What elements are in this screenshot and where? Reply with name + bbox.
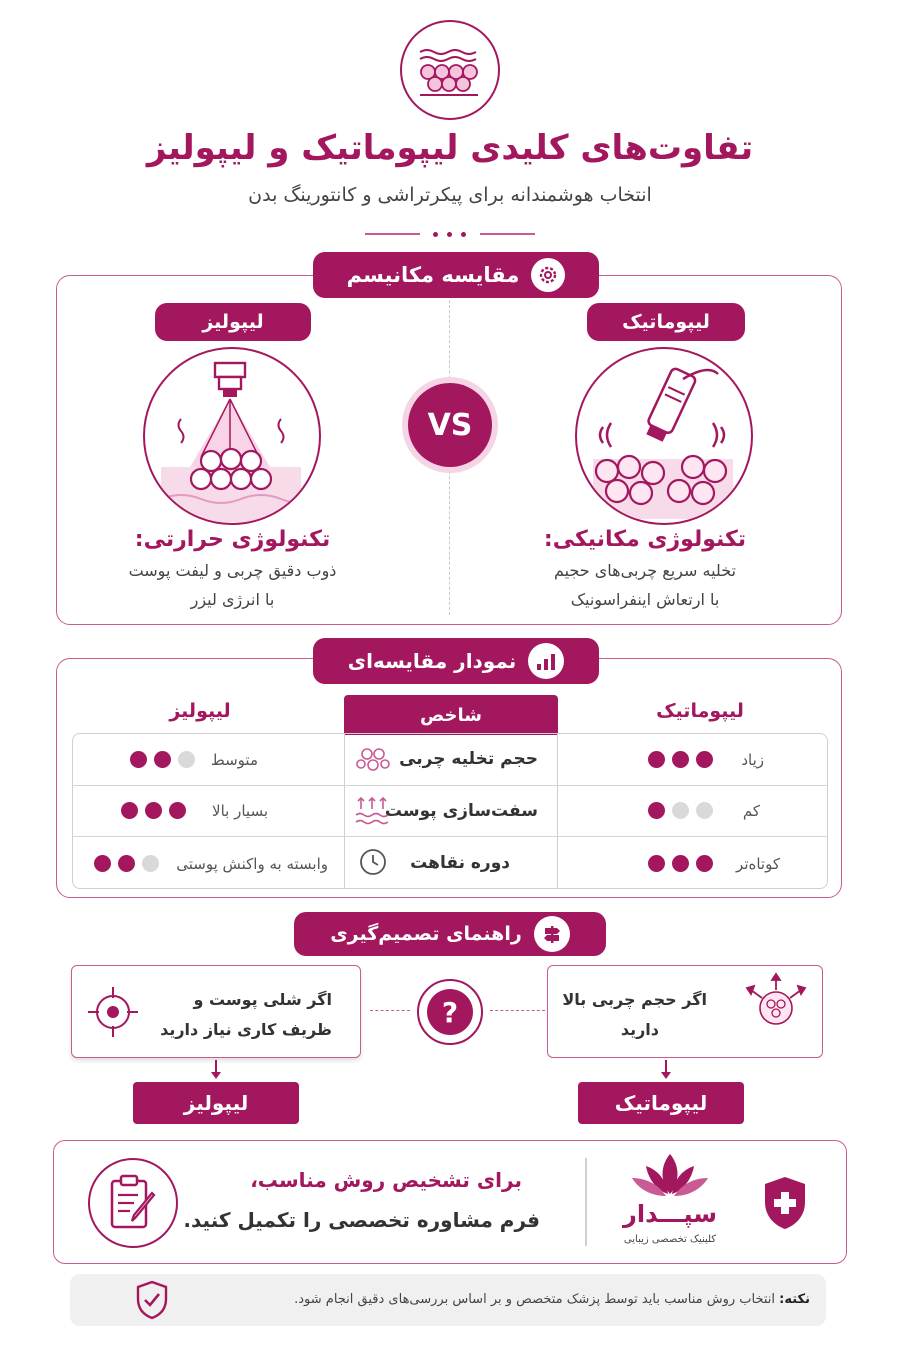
mechanism-heading-label: مقایسه مکانیسم: [346, 263, 520, 287]
lipomatic-value: زیاد: [741, 751, 764, 769]
lipomatic-value: کوتاه‌تر: [736, 855, 780, 873]
col-header-index: شاخص: [344, 695, 558, 735]
lipolysis-value: متوسط: [210, 751, 258, 769]
vs-label: VS: [427, 407, 473, 443]
comparison-heading-label: نمودار مقایسه‌ای: [347, 649, 517, 673]
gear-icon: [531, 258, 565, 292]
mechanism-heading: [313, 252, 599, 298]
note-label: نکته:: [779, 1292, 810, 1307]
lipolysis-label: لیپولیز: [155, 303, 311, 341]
guide-heading: [294, 912, 606, 956]
lipomatic-illustration: [575, 347, 753, 525]
col-header-lipomatic: لیپوماتیک: [656, 700, 744, 722]
guide-lipolysis-line1: اگر شلی پوست و: [193, 990, 332, 1009]
laser-device-icon: [143, 349, 319, 525]
row-separator: [72, 785, 828, 786]
lipomatic-desc-1: تخلیه سریع چربی‌های حجیم: [554, 561, 736, 580]
lipolysis-rating: [94, 855, 159, 872]
lipolysis-value: وابسته به واکنش پوستی: [176, 855, 328, 873]
lipomatic-label: لیپوماتیک: [587, 303, 745, 341]
lipomatic-tech: تکنولوژی مکانیکی:: [543, 527, 747, 552]
fat-cluster-icon: [743, 972, 809, 1042]
brand-logo: [620, 1150, 720, 1254]
signpost-icon: [534, 916, 570, 952]
arrow-down-icon: [210, 1060, 222, 1084]
bar-chart-icon: [528, 643, 564, 679]
shield-check-icon: [134, 1280, 170, 1324]
lipolysis-desc-2: با انرژی لیزر: [190, 590, 275, 609]
lipolysis-desc-1: ذوب دقیق چربی و لیفت پوست: [128, 561, 337, 580]
header-emblem: [400, 20, 500, 120]
index-label: حجم تخلیه چربی: [399, 749, 538, 769]
lipolysis-value: بسیار بالا: [212, 802, 268, 820]
lipomatic-desc-2: با ارتعاش اینفراسونیک: [570, 590, 720, 609]
lipomatic-rating: [648, 751, 713, 768]
lipomatic-rating: [648, 855, 713, 872]
clock-icon: [358, 847, 388, 881]
lotus-icon: [620, 1150, 720, 1200]
guide-lipolysis-line2: ظریف کاری نیاز دارید: [160, 1020, 332, 1039]
guide-lipomatic-line2: دارید: [620, 1020, 659, 1039]
note-text: انتخاب روش مناسب باید توسط پزشک متخصص و بر اساس بررسی‌های دقیق انجام شود.: [294, 1292, 776, 1307]
index-label: سفت‌سازی پوست: [384, 801, 538, 821]
target-icon: [85, 984, 141, 1044]
row-separator: [72, 836, 828, 837]
form-icon: [88, 1158, 178, 1248]
cta-line2: فرم مشاوره تخصصی را تکمیل کنید.: [183, 1208, 540, 1232]
index-label: دوره نقاهت: [410, 853, 510, 873]
lipolysis-illustration: [143, 347, 321, 525]
ultrasonic-device-icon: [575, 349, 751, 525]
lipolysis-tech: تکنولوژی حرارتی:: [134, 527, 331, 552]
question-icon: ?: [417, 979, 483, 1045]
guide-result-lipomatic: لیپوماتیک: [578, 1082, 744, 1124]
comparison-heading: [313, 638, 599, 684]
lipomatic-rating: [648, 802, 713, 819]
guide-heading-label: راهنمای تصمیم‌گیری: [330, 923, 522, 945]
fat-layer-icon: [398, 22, 498, 122]
brand-name: سپـــدار: [623, 1200, 717, 1228]
col-header-lipolysis: لیپولیز: [169, 700, 231, 722]
page-subtitle: انتخاب هوشمندانه برای پیکرتراشی و کانتورینگ بدن: [248, 184, 652, 206]
page-title: تفاوت‌های کلیدی لیپوماتیک و لیپولیز: [146, 128, 754, 168]
fat-cells-icon: [356, 745, 390, 779]
lipolysis-rating: [121, 802, 186, 819]
guide-lipomatic-line1: اگر حجم چربی بالا: [562, 990, 707, 1009]
cta-divider: [585, 1158, 587, 1246]
cta-line1: برای تشخیص روش مناسب،: [250, 1168, 522, 1192]
lipolysis-rating: [130, 751, 195, 768]
title-divider: [365, 232, 535, 236]
shield-plus-icon: [760, 1174, 810, 1236]
skin-tightening-icon: [354, 795, 390, 831]
brand-subtitle: کلینیک تخصصی زیبایی: [623, 1234, 717, 1245]
guide-result-lipolysis: لیپولیز: [133, 1082, 299, 1124]
lipomatic-value: کم: [742, 802, 760, 820]
note-text-wrap: [294, 1292, 810, 1307]
arrow-down-icon: [660, 1060, 672, 1084]
guide-connector: [370, 1010, 410, 1011]
guide-connector: [490, 1010, 545, 1011]
vs-badge: [408, 383, 492, 467]
